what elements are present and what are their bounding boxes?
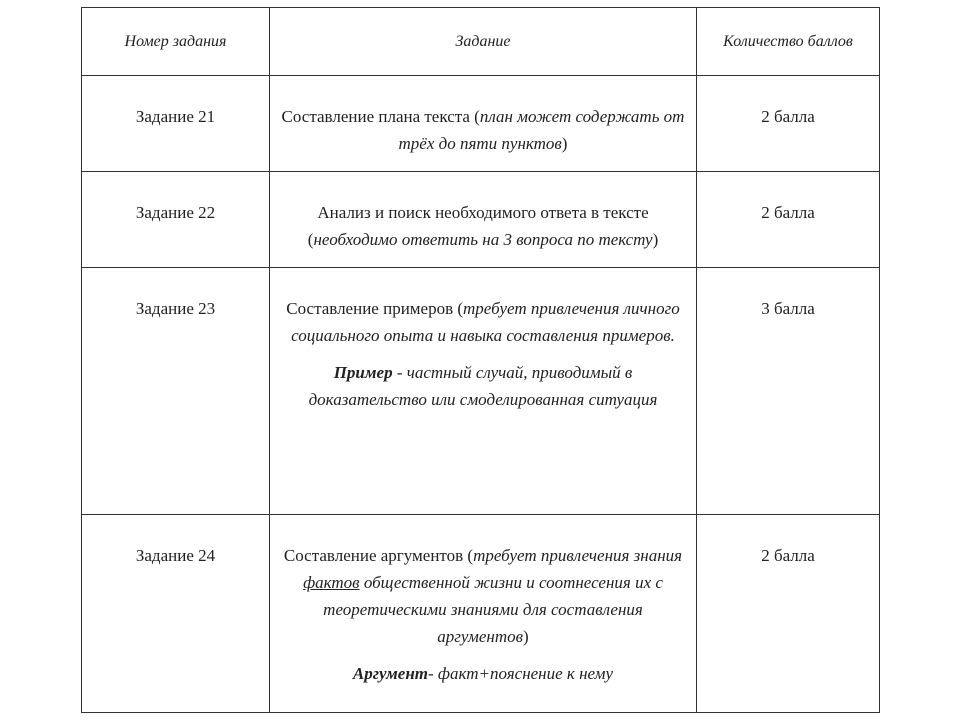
task-italic-text: план может содержать от трёх до пяти пунктов bbox=[398, 107, 685, 153]
definition-paragraph bbox=[278, 660, 688, 687]
task-points-cell bbox=[697, 268, 880, 515]
definition-term: Пример bbox=[333, 363, 393, 382]
task-number: Задание 21 bbox=[135, 107, 216, 126]
task-main-text: Составление аргументов ( bbox=[283, 546, 474, 565]
task-description bbox=[278, 76, 688, 157]
task-italic-text: требует привлечения знания bbox=[473, 546, 683, 565]
header-points: Количество баллов bbox=[697, 8, 880, 76]
task-number: Задание 23 bbox=[135, 299, 216, 318]
task-description bbox=[278, 515, 688, 687]
task-paragraph bbox=[278, 295, 688, 349]
task-description-cell bbox=[270, 268, 697, 515]
task-end-text: ) bbox=[652, 230, 659, 249]
definition-text: - частный случай, приводимый в доказательство или смоделированная ситуация bbox=[308, 363, 658, 409]
tasks-table bbox=[81, 7, 880, 713]
header-number: Номер задания bbox=[82, 8, 270, 76]
task-description-cell bbox=[270, 172, 697, 268]
task-points: 3 балла bbox=[761, 299, 815, 318]
task-main-text: Анализ и поиск необходимого ответа в тексте ( bbox=[307, 203, 649, 249]
task-end-text: ) bbox=[561, 134, 568, 153]
task-points: 2 балла bbox=[761, 546, 815, 565]
task-main-text: Составление примеров ( bbox=[286, 299, 464, 318]
header-row bbox=[82, 8, 880, 76]
definition-text: - факт+пояснение к нему bbox=[428, 664, 614, 683]
task-points: 2 балла bbox=[761, 107, 815, 126]
task-description-cell bbox=[270, 76, 697, 172]
task-points-cell bbox=[697, 76, 880, 172]
task-number-cell bbox=[82, 76, 270, 172]
task-main-text: Составление плана текста ( bbox=[281, 107, 480, 126]
definition-paragraph bbox=[278, 359, 688, 413]
task-description-cell bbox=[270, 515, 697, 713]
task-description bbox=[278, 172, 688, 253]
task-end-text: ) bbox=[523, 627, 529, 646]
table-row bbox=[82, 172, 880, 268]
table-row bbox=[82, 268, 880, 515]
task-points-cell bbox=[697, 172, 880, 268]
task-number-cell bbox=[82, 172, 270, 268]
task-italic-text-continued: общественной жизни и соотнесения их с теоретическими знаниями для составления аргументов bbox=[323, 573, 663, 646]
task-number-cell bbox=[82, 268, 270, 515]
task-italic-text: требует привлечения личного социального опыта и навыка составления примеров. bbox=[291, 299, 680, 345]
header-task: Задание bbox=[270, 8, 697, 76]
task-description bbox=[278, 268, 688, 413]
task-points-cell bbox=[697, 515, 880, 713]
definition-term: Аргумент bbox=[352, 664, 429, 683]
task-italic-text: необходимо ответить на 3 вопроса по тексту bbox=[313, 230, 653, 249]
task-points: 2 балла bbox=[761, 203, 815, 222]
table-row bbox=[82, 515, 880, 713]
underlined-term: фактов bbox=[303, 573, 360, 592]
task-paragraph bbox=[278, 542, 688, 650]
task-number-cell bbox=[82, 515, 270, 713]
task-number: Задание 22 bbox=[135, 203, 216, 222]
table-row bbox=[82, 76, 880, 172]
task-number: Задание 24 bbox=[135, 546, 216, 565]
